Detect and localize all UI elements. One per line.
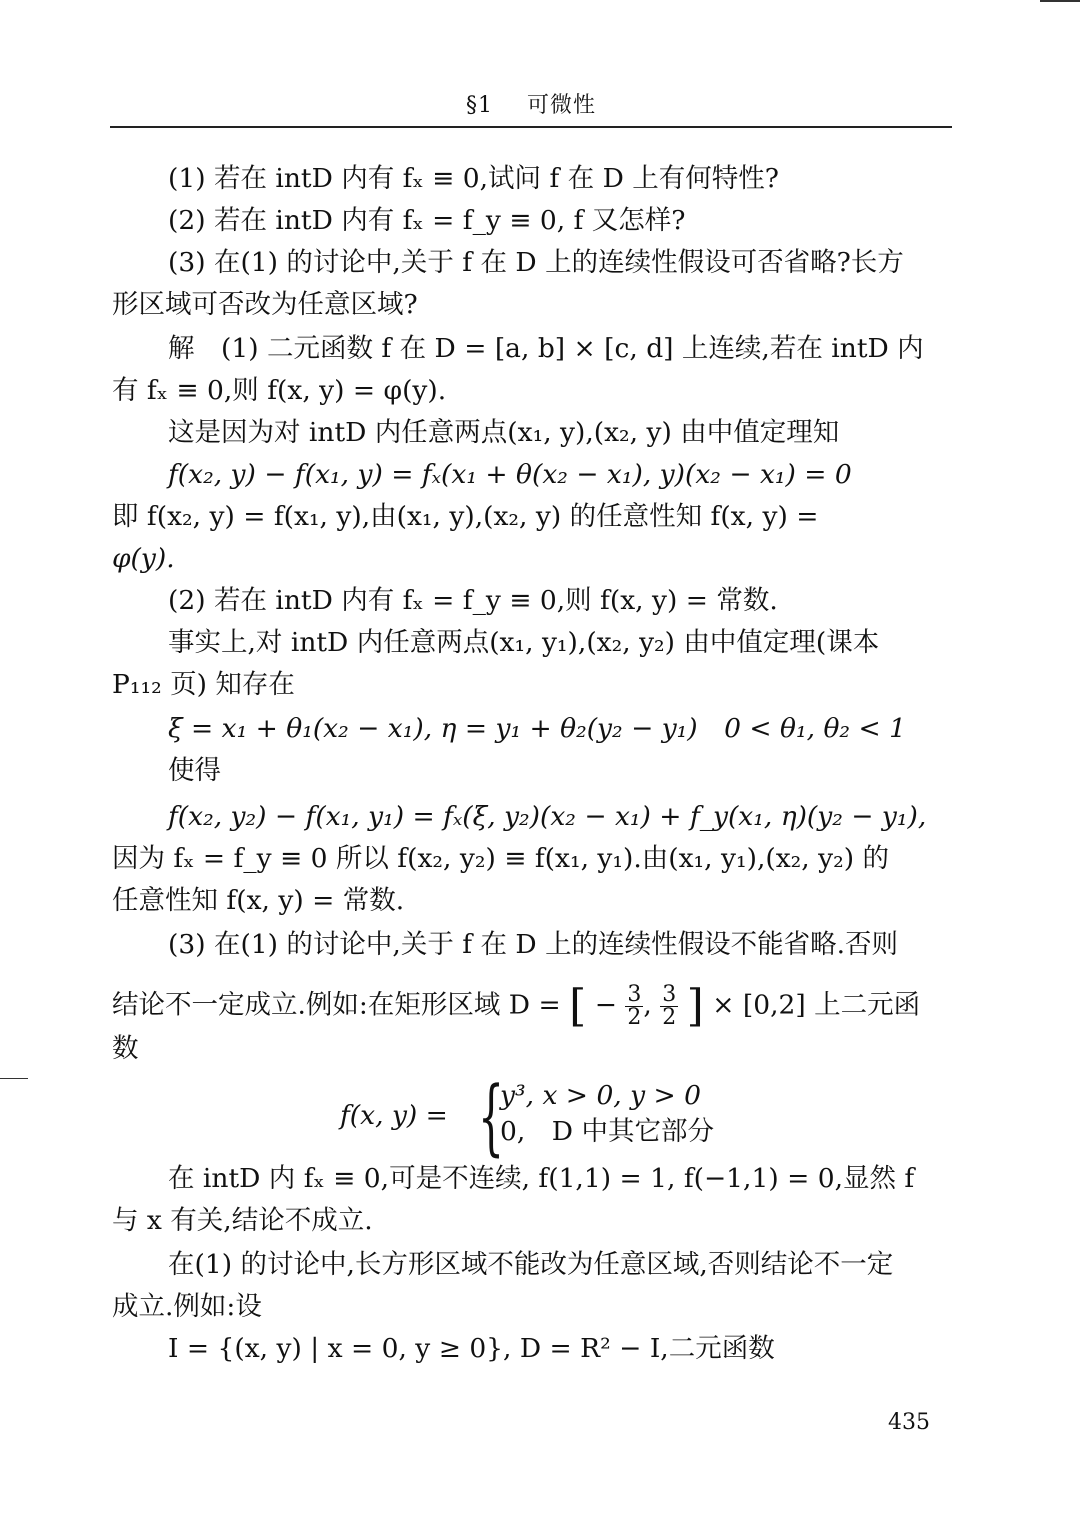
text-line: 这是因为对 intD 内任意两点(x₁, y),(x₂, y) 由中值定理知 [168,417,840,448]
piecewise-cases [500,1078,714,1150]
text-line: 因为 fₓ = f_y ≡ 0 所以 f(x₂, y₂) ≡ f(x₁, y₁).由(x₁, y₁),(x₂, y₂) 的 [112,843,889,874]
text-line: 解 (1) 二元函数 f 在 D = [a, b] × [c, d] 上连续,若在 intD 内 [168,333,924,364]
equation-line: f(x₂, y) − f(x₁, y) = fₓ(x₁ + θ(x₂ − x₁), y)(x₂ − x₁) = 0 [168,459,852,490]
text-line: 使得 [168,755,221,786]
text-line: 即 f(x₂, y) = f(x₁, y),由(x₁, y),(x₂, y) 的任意性知 f(x, y) = [112,501,819,532]
text-line: φ(y). [112,543,175,574]
text-line: P₁₁₂ 页) 知存在 [112,669,295,700]
interval-lead-text: 结论不一定成立.例如:在矩形区域 D = [112,989,561,1021]
text-line: 事实上,对 intD 内任意两点(x₁, y₁),(x₂, y₂) 由中值定理(课本 [168,627,880,658]
text-line-with-interval: 结论不一定成立.例如:在矩形区域 D = [ − $\frac{3}{2}$ , $\frac{3}{2}$ ] × [0,2] 上二元函 [112,980,921,1032]
header-rule [110,126,952,128]
text-line: 与 x 有关,结论不成立. [112,1205,373,1236]
text-line: 成立.例如:设 [112,1291,262,1322]
text-line: 数 [112,1033,139,1064]
running-header [110,88,952,119]
text-line: 任意性知 f(x, y) = 常数. [112,885,405,916]
fraction: $\frac{3}{2}$ [627,982,642,1030]
text-line: (1) 若在 intD 内有 fₓ ≡ 0,试问 f 在 D 上有何特性? [168,163,780,194]
fraction: $\frac{3}{2}$ [662,982,677,1030]
scan-mark [0,1078,28,1079]
interval-left-sign: − [594,989,617,1021]
case-2: 0, D 中其它部分 [500,1116,714,1147]
equation-line: f(x₂, y₂) − f(x₁, y₁) = fₓ(ξ, y₂)(x₂ − x₁) + f_y(x₁, η)(y₂ − y₁), [168,801,927,832]
text-line: 有 fₓ ≡ 0,则 f(x, y) = φ(y). [112,375,447,406]
text-line: (2) 若在 intD 内有 fₓ = f_y ≡ 0,则 f(x, y) = 常数. [168,585,778,616]
text-line: I = {(x, y) | x = 0, y ≥ 0}, D = R² − I,二元函数 [168,1333,775,1364]
scan-mark [1040,0,1080,2]
text-line: 在(1) 的讨论中,长方形区域不能改为任意区域,否则结论不一定 [168,1249,894,1280]
case-1: y³, x > 0, y > 0 [500,1080,702,1111]
text-line: 在 intD 内 fₓ ≡ 0,可是不连续, f(1,1) = 1, f(−1,1) = 0,显然 f [168,1163,915,1194]
text-line: (3) 在(1) 的讨论中,关于 f 在 D 上的连续性假设不能省略.否则 [168,929,899,960]
book-page: §1 可微性 (1) 若在 intD 内有 fₓ ≡ 0,试问 f 在 D 上有何特性? (2) 若在 intD 内有 fₓ = f_y ≡ 0, f 又怎样? (3) 在(1) 的讨论中,关于 f 在 D 上的连续性假设可否省略?长方 形区域可否改为任意区域? 解 (1) 二元函数 f 在 D = [a, b] × [c, d] 上连续,若在 intD 内 有 fₓ ≡ 0,则 f(x, y) = φ(y). 这是因为对 intD 内任意两点(x₁, y),(x₂, y) 由中值定理知 f(x₂, y) − f(x₁, y) = fₓ(x₁ + θ(x₂ − x₁), y)(x₂ − x₁) = 0 即 f(x₂, y) = f(x₁, y),由(x₁, y),(x₂, y) 的任意性知 f(x, y) = φ(y). (2) 若在 intD 内有 fₓ = f_y ≡ 0,则 f(x, y) = 常数. 事实上,对 intD 内任意两点(x₁, y₁),(x₂, y₂) 由中值定理(课本 P₁₁₂ 页) 知存在 ξ = x₁ + θ₁(x₂ − x₁), η = y₁ + θ₂(y₂ − y₁) 0 < θ₁, θ₂ < 1 使得 f(x₂, y₂) − f(x₁, y₁) = fₓ(ξ, y₂)(x₂ − x₁) + f_y(x₁, η)(y₂ − y₁), 因为 fₓ = f_y ≡ 0 所以 f(x₂, y₂) ≡ f(x₁, y₁).由(x₁, y₁),(x₂, y₂) 的 任意性知 f(x, y) = 常数. (3) 在(1) 的讨论中,关于 f 在 D 上的连续性假设不能省略.否则 结论不一定成立.例如:在矩形区域 D = [ − $\frac{3}{2}$ , $\frac{3}{2}$ ] × [0,2] 上二元函 数 f(x, y) = { y³, x > 0, y > 0 0, D 中其它部分 在 intD 内 fₓ ≡ 0,可是不连续, f(1,1) = 1, f(−1,1) = 0,显然 f 与 x 有关,结论不成立. 在(1) 的讨论中,长方形区域不能改为任意区域,否则结论不一定 成立.例如:设 I = {(x, y) | x = 0, y ≥ 0}, D = R² − I,二元函数 435 [0,0,1080,1517]
section-title: 可微性 [526,93,596,118]
interval-tail-text: × [0,2] 上二元函 [712,989,921,1021]
text-line: (3) 在(1) 的讨论中,关于 f 在 D 上的连续性假设可否省略?长方 [168,247,904,278]
equation-line: ξ = x₁ + θ₁(x₂ − x₁), η = y₁ + θ₂(y₂ − y₁) 0 < θ₁, θ₂ < 1 [168,713,906,744]
piecewise-lhs: f(x, y) = [340,1100,448,1131]
section-number: §1 [465,93,493,118]
page-number: 435 [888,1410,930,1435]
text-line: (2) 若在 intD 内有 fₓ = f_y ≡ 0, f 又怎样? [168,205,686,236]
text-line: 形区域可否改为任意区域? [112,289,418,320]
